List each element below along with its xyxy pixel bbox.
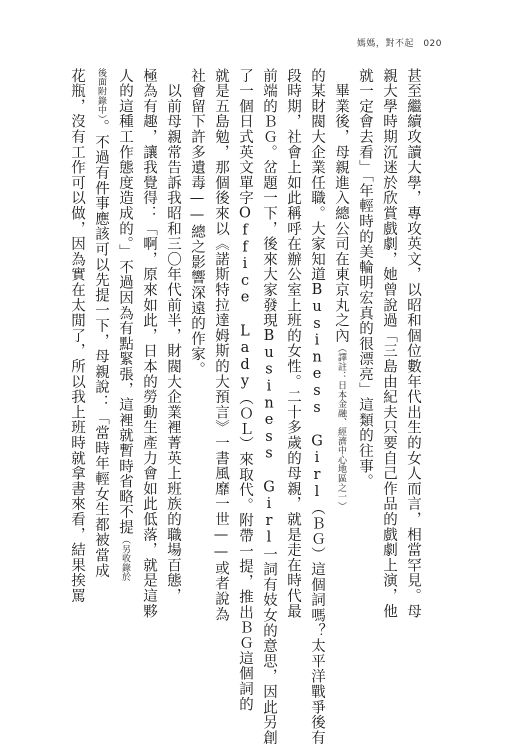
text-column [117, 68, 133, 582]
text-column [405, 68, 421, 619]
text-column [141, 68, 157, 619]
text-column [357, 68, 373, 490]
translator-note: （譯註：日本金融、經濟中心地區之一） [336, 343, 346, 511]
page-number: 020 [423, 39, 442, 49]
text-column [381, 68, 397, 619]
column-text: 畢業後，母親進入總公司在東京丸之內 [333, 68, 349, 344]
column-text: 極為有趣，讓我覺得：「啊，原來如此，日本的勞動生產力會如此低落，就是這夥 [141, 68, 157, 619]
column-text: 以前母親常告訴我昭和三〇年代前半，財閥大企業裡菁英上班族的職場百態， [165, 68, 181, 604]
column-text: 就一定會去看」「年輕時的美輪明宏真的很漂亮」這類的往事。 [357, 68, 373, 490]
translator-note: （另收錄於 [120, 535, 130, 582]
column-text: 親大學時期沉迷於欣賞戲劇，她曾說過「三島由紀夫只要自己作品的戲劇上演，他 [381, 68, 397, 619]
text-column [309, 68, 325, 745]
text-column [333, 68, 349, 511]
running-head-title: 媽媽，對不起 [356, 39, 414, 49]
running-header [351, 36, 442, 49]
column-text: 社會留下許多遺毒——總之影響深遠的作家。 [189, 68, 205, 377]
vertical-text-block [69, 68, 421, 745]
column-text: 。不過有件事應該可以先提一下，母親說：「當時年輕女生都被當成 [93, 119, 109, 579]
text-column [237, 68, 253, 712]
text-column [93, 68, 109, 579]
column-text: 了一個日式英文單字Office Lady（ＯＬ）來取代。附帶一提，推出ＢＧ這個詞的 [237, 68, 253, 712]
text-column [261, 68, 277, 745]
text-column [69, 68, 85, 604]
translator-note: 後面附錄中） [96, 68, 106, 120]
column-text: 的某財閥大企業任職。大家知道Business Girl（ＢＧ）這個詞嗎？太平洋戰爭後有 [309, 68, 325, 745]
text-column [213, 68, 229, 622]
text-column [165, 68, 181, 604]
text-column [285, 68, 301, 619]
column-text: 就是五島勉，那個後來以《諾斯特拉達姆斯的大預言》一書風靡一世——或者說為 [213, 68, 229, 622]
column-text: 花瓶，沒有工作可以做，因為實在太閒了，所以我上班時就拿書來看，結果挨罵 [69, 68, 85, 604]
text-column [189, 68, 204, 463]
column-text: 甚至繼續攻讀大學，專攻英文，以昭和個位數年代出生的女人而言，相當罕見。母 [405, 68, 421, 619]
column-text: 人的這種工作態度造成的。」不過因為有點緊張，這裡就暫時省略不提 [117, 68, 133, 536]
column-text: 段時期，社會上如此稱呼在辦公室上班的女性。二十多歲的母親，就是走在時代最 [285, 68, 301, 619]
column-text: 前端的ＢＧ。岔題一下，後來大家發現Business Girl一詞有妓女的意思，因此另創 [261, 68, 277, 745]
